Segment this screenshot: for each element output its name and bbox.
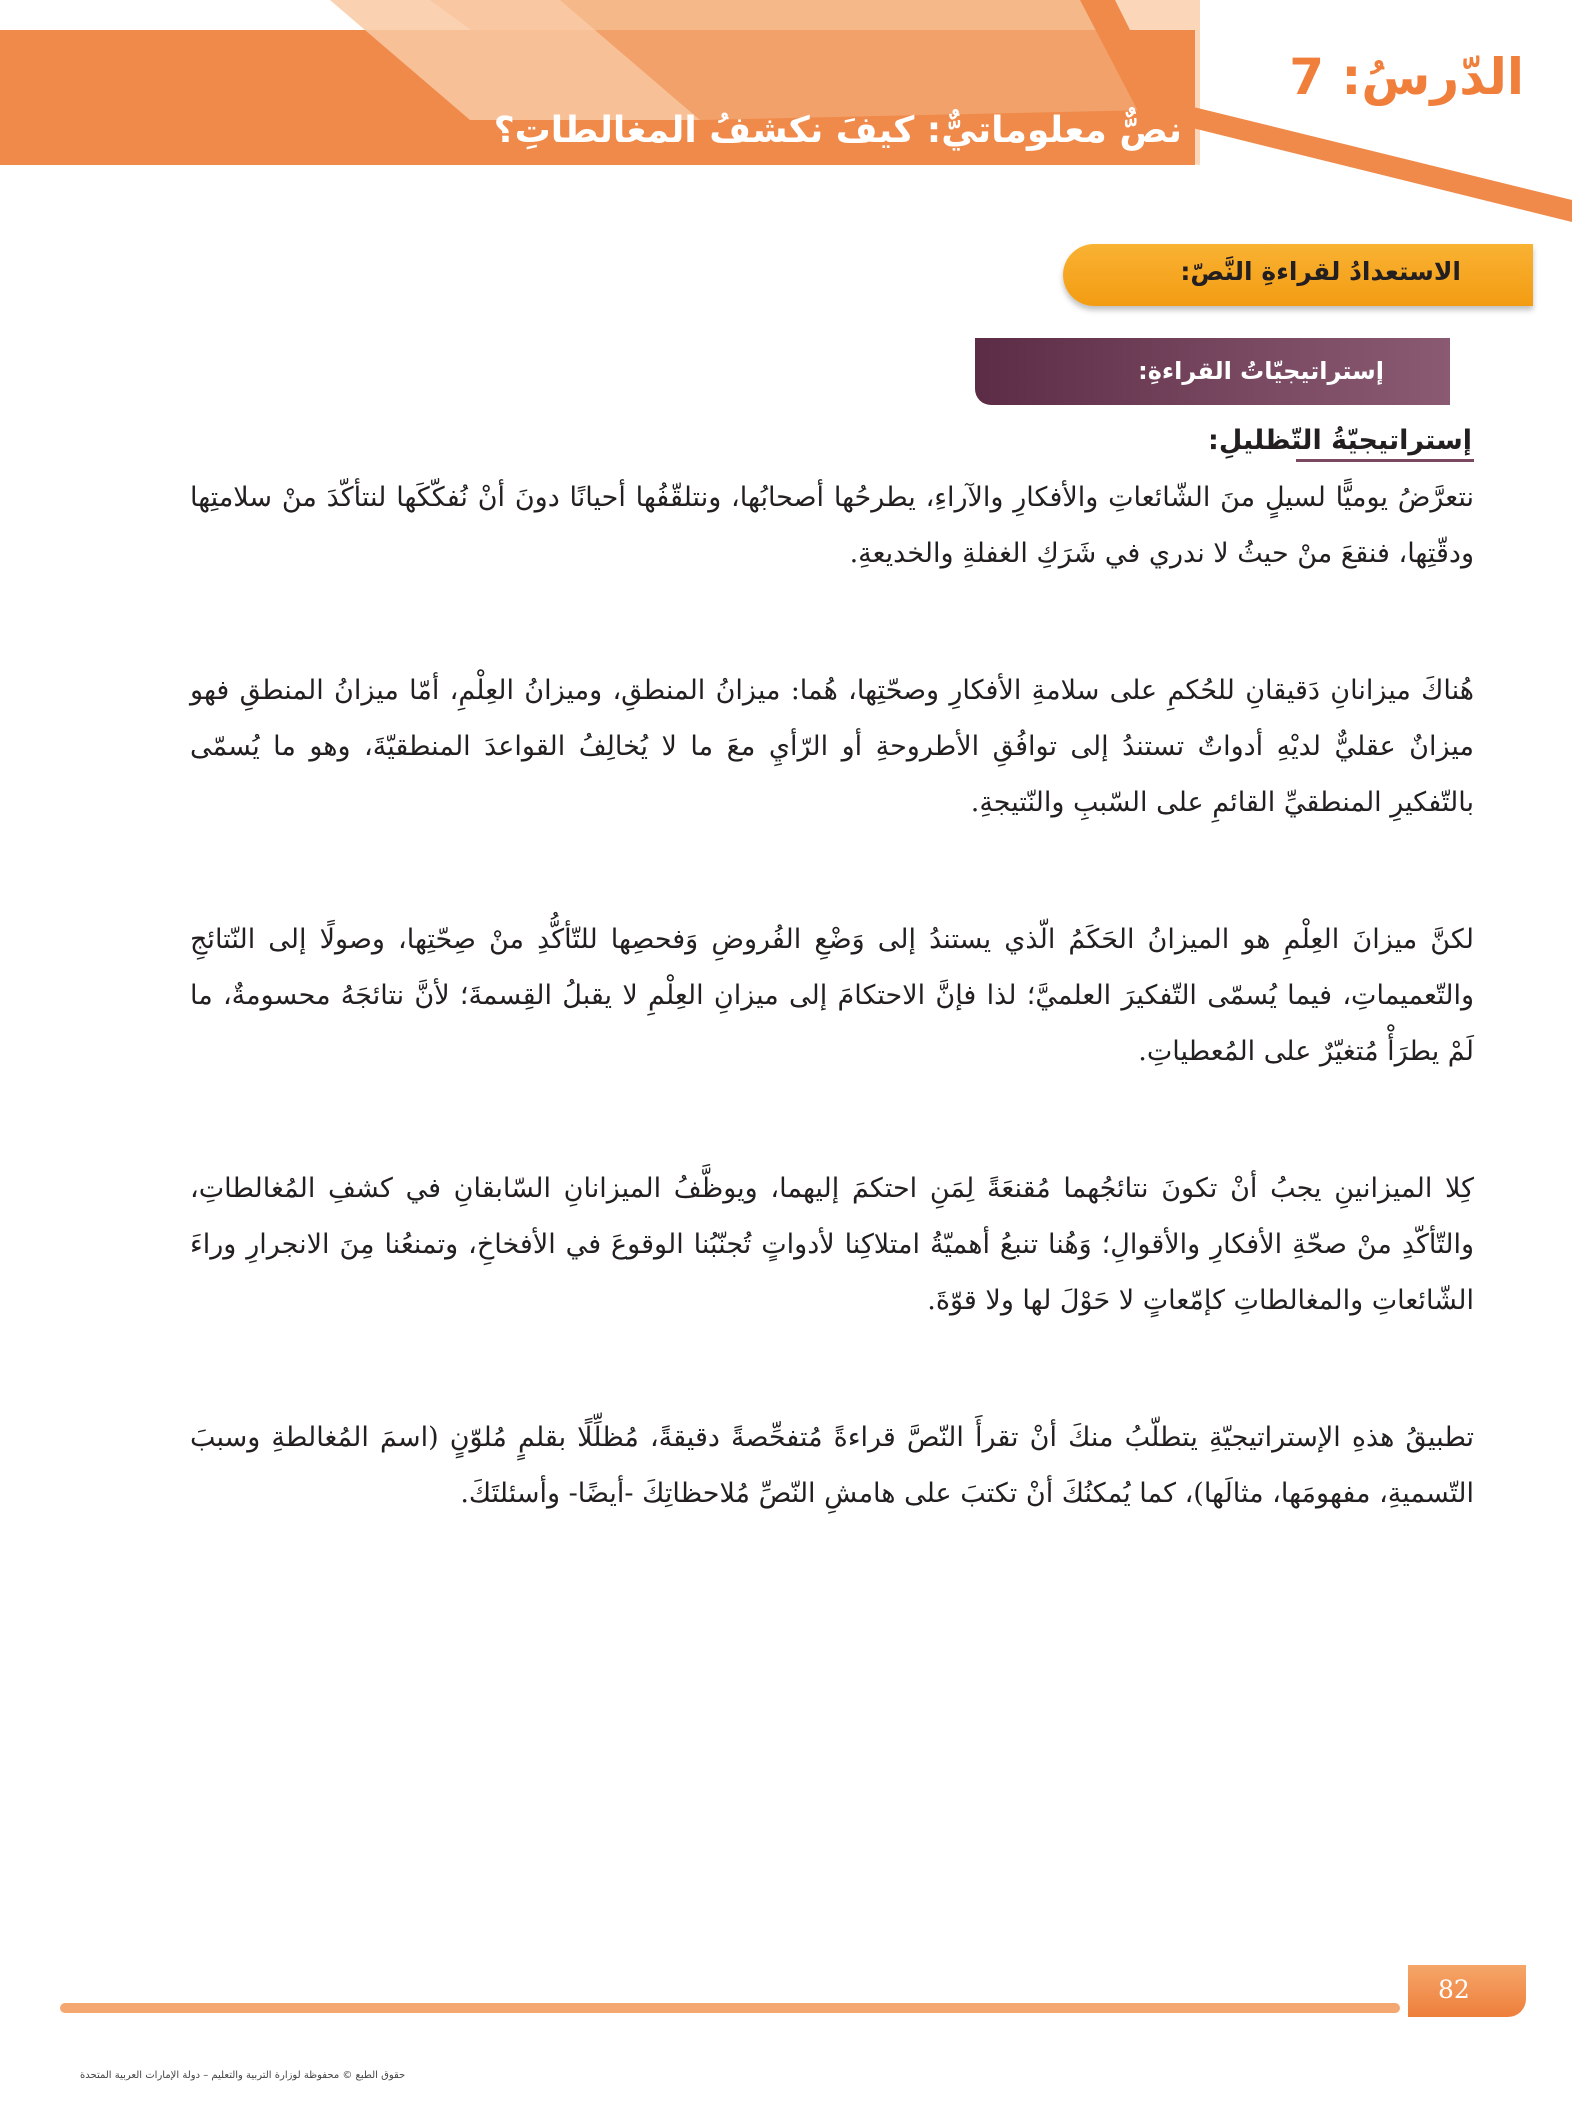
paragraph-4: كِلا الميزانينِ يجبُ أنْ تكونَ نتائجُهما مُقنعَةً لِمَنِ احتكمَ إليهما، ويوظَّفُ الميزانانِ السّابقانِ في كشفِ المُغالطاتِ، والتّأكّدِ منْ صحّةِ الأفكارِ والأقوالِ؛ وَهُنا تنبعُ أهميّةُ امتلاكِنا لأدواتٍ تُجنّبُنا الوقوعَ في الأفخاخِ، وتمنعُنا مِنَ الانجرارِ وراءَ الشّائعاتِ والمغالطاتِ كإمّعاتٍ لا حَوْلَ لها ولا قوّةَ.: [190, 1173, 1474, 1316]
strategies-banner: [975, 338, 1450, 405]
prep-banner-label: الاستعدادُ لقراءةِ النَّصّ:: [1180, 257, 1461, 286]
lesson-subtitle: نصٌّ معلوماتيٌّ: كيفَ نكشفُ المغالطاتِ؟: [493, 110, 1182, 151]
prep-banner: [1063, 244, 1533, 306]
lesson-title: الدّرسُ: 7: [1289, 48, 1524, 106]
shading-strategy-heading: إستراتيجيّةُ التّظليلِ:: [1208, 425, 1472, 456]
copyright-notice: حقوق الطبع © محفوظة لوزارة التربية والتعليم – دولة الإمارات العربية المتحدة: [80, 2070, 406, 2081]
body-text: [190, 470, 1474, 1603]
page-number-badge: [1408, 1965, 1526, 2017]
paragraph-1: نتعرَّضُ يوميًّا لسيلٍ منَ الشّائعاتِ والأفكارِ والآراءِ، يطرحُها أصحابُها، ونتلقّفُها أحيانًا دونَ أنْ نُفكّكَها لنتأكّدَ منْ سلامتِها ودقّتِها، فنقعَ منْ حيثُ لا ندري في شَرَكِ الغفلةِ والخديعةِ.: [190, 482, 1474, 569]
paragraph-2: هُناكَ ميزانانِ دَقيقانِ للحُكمِ على سلامةِ الأفكارِ وصحّتِها، هُما: ميزانُ المنطقِ، وميزانُ العِلْمِ، أمّا ميزانُ المنطقِ فهو ميزانٌ عقليٌّ لديْهِ أدواتٌ تستندُ إلى توافُقِ الأطروحةِ أو الرّأيِ معَ ما لا يُخالِفُ القواعدَ المنطقيّةَ، وهو ما يُسمّى بالتّفكيرِ المنطقيِّ القائمِ على السّببِ والنّتيجةِ.: [190, 675, 1474, 818]
paragraph-3: لكنَّ ميزانَ العِلْمِ هو الميزانُ الحَكَمُ الّذي يستندُ إلى وَضْعِ الفُروضِ وَفحصِها للتّأكُّدِ منْ صِحّتِها، وصولًا إلى النّتائجِ والتّعميماتِ، فيما يُسمّى التّفكيرَ العلميَّ؛ لذا فإنَّ الاحتكامَ إلى ميزانِ العِلْمِ لا يقبلُ القِسمةَ؛ لأنَّ نتائجَهُ محسومةٌ، ما لَمْ يطرَأْ مُتغيّرٌ على المُعطياتِ.: [190, 924, 1474, 1067]
heading-underline: [1296, 459, 1474, 462]
strategies-banner-label: إستراتيجيّاتُ القراءةِ:: [1138, 357, 1384, 385]
page-number: 82: [1438, 1975, 1470, 2004]
paragraph-5: تطبيقُ هذهِ الإستراتيجيّةِ يتطلّبُ منكَ أنْ تقرأَ النّصَّ قراءةً مُتفحِّصةً دقيقةً، مُظلِّلًا بقلمٍ مُلوّنٍ (اسمَ المُغالطةِ وسببَ التّسميةِ، مفهومَها، مثالَها)، كما يُمكنُكَ أنْ تكتبَ على هامشِ النّصِّ مُلاحظاتِكَ -أيضًا- وأسئلتَكَ.: [190, 1422, 1474, 1509]
footer-divider: [60, 2003, 1400, 2013]
